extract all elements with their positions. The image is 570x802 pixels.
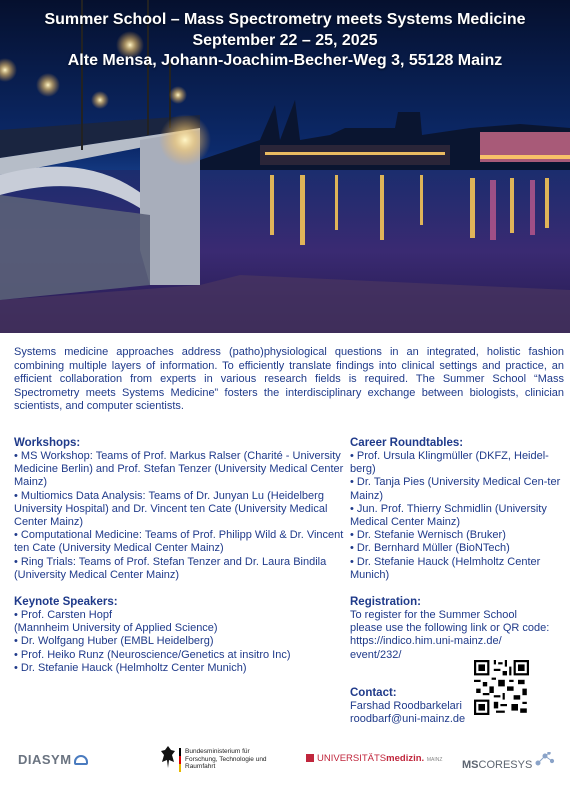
event-title-block <box>0 10 570 72</box>
bmftr-text: Bundesministerium für Forschung, Technologie und Raumfahrt <box>185 748 267 770</box>
intro-paragraph: Systems medicine approaches address (patho)physiological questions in an integrated, holistic fashion combining multiple layers of information. To efficiently translate findings into clinical settings and practice, an efficient collaboration from experts in various research fields is required. The Summer School “Mass Spectrometry meets Systems Medicine” fosters the interdisciplinary exchange between biologists, clinician scientists, and computer scientists. <box>14 346 564 413</box>
workshop-item: • Ring Trials: Teams of Prof. Stefan Tenzer and Dr. Laura Bindila (University Medical Center Mainz) <box>14 555 327 581</box>
contact-section <box>350 686 564 726</box>
roundtables-heading: Career Roundtables: <box>350 437 464 449</box>
unimedizin-square-icon <box>306 754 314 762</box>
event-venue: Alte Mensa, Johann-Joachim-Becher-Weg 3, 55128 Mainz <box>67 52 503 69</box>
hero-photo <box>0 0 570 333</box>
keynotes-heading: Keynote Speakers: <box>14 596 118 609</box>
german-flag-bars <box>179 748 181 772</box>
registration-heading: Registration: <box>350 596 421 609</box>
registration-qr-code[interactable] <box>474 660 529 715</box>
registration-text: please use the following link or QR code: <box>350 622 550 635</box>
keynotes-section <box>14 595 344 675</box>
right-column <box>350 436 564 739</box>
registration-link[interactable]: https://indico.him.uni-mainz.de/ <box>350 635 502 648</box>
diasym-logo: DIASYM <box>18 752 88 767</box>
sponsor-logos <box>0 738 570 788</box>
roundtable-item: • Jun. Prof. Thierry Schmidlin (University Medical Center Mainz) <box>350 502 547 529</box>
event-dates: September 22 – 25, 2025 <box>192 31 378 49</box>
unimedizin-mainz-logo: UNIVERSITÄTSmedizin. MAINZ <box>306 753 442 764</box>
registration-section <box>350 595 564 662</box>
roundtable-item: • Dr. Bernhard Müller (BioNTech) <box>350 542 510 555</box>
registration-link[interactable]: event/232/ <box>350 648 402 661</box>
roundtable-item: • Dr. Stefanie Hauck (Helmholtz Center Munich) <box>350 555 541 581</box>
workshops-heading: Workshops: <box>14 437 81 449</box>
roundtable-item: • Dr. Stefanie Wernisch (Bruker) <box>350 529 506 542</box>
event-title: Summer School – Mass Spectrometry meets Systems Medicine <box>44 11 526 28</box>
keynote-item: • Dr. Wolfgang Huber (EMBL Heidelberg) <box>14 635 214 648</box>
workshops-section <box>14 436 344 582</box>
workshop-item: • MS Workshop: Teams of Prof. Markus Ralser (Charité - University Medicine Berlin) and Prof. Stefan Tenzer (University Medical Center Mainz) <box>14 450 344 489</box>
keynote-item: • Prof. Heiko Runz (Neuroscience/Genetics at insitro Inc) <box>14 648 291 661</box>
workshop-item: • Multiomics Data Analysis: Teams of Dr. Junyan Lu (Heidelberg University Hospital) and Dr. Vincent ten Cate (University Medical Center Mainz) <box>14 489 328 529</box>
left-column <box>14 436 344 688</box>
federal-eagle-icon <box>160 744 176 772</box>
roundtables-section <box>350 436 564 582</box>
roundtable-item: • Dr. Tanja Pies (University Medical Cen-ter Mainz) <box>350 476 561 502</box>
keynote-item: • Dr. Stefanie Hauck (Helmholtz Center Munich) <box>14 661 247 674</box>
registration-text: To register for the Summer School <box>350 609 517 622</box>
contact-heading: Contact: <box>350 686 397 699</box>
keynote-item: • Prof. Carsten Hopf <box>14 609 113 622</box>
diasym-mark-icon <box>74 755 88 765</box>
keynote-item: (Mannheim University of Applied Science) <box>14 622 218 635</box>
contact-email[interactable]: roodbarf@uni-mainz.de <box>350 713 466 726</box>
network-nodes-icon <box>535 752 555 766</box>
roundtable-item: • Prof. Ursula Klingmüller (DKFZ, Heidel-berg) <box>350 450 549 476</box>
workshop-item: • Computational Medicine: Teams of Prof. Philipp Wild & Dr. Vincent ten Cate (University Medical Center Mainz) <box>14 529 344 555</box>
contact-name: Farshad Roodbarkelari <box>350 699 462 712</box>
mscoresys-logo: MSCORESYS <box>462 752 555 771</box>
